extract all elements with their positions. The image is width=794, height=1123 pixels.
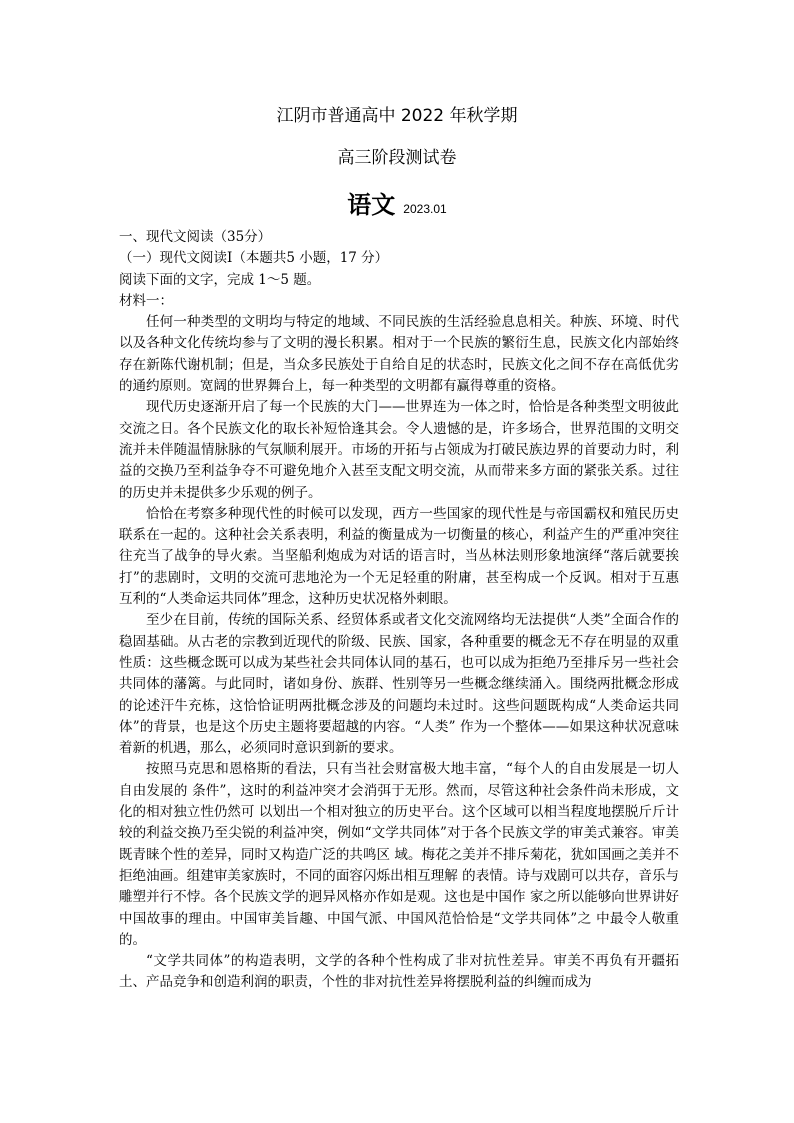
material-paragraph: 任何一种类型的文明均与特定的地域、不同民族的生活经验息息相关。种族、环境、时代以及各种文化传统均参与了文明的漫长积累。相对于一个民族的繁衍生息，民族文化内部始终存在新陈代谢机制；但是，当众多民族处于自给自足的状态时，民族文化之间不存在高低优劣的通约原则。宽阔的世界舞台上，每一种类型的文明都有赢得尊重的资格。 [119, 314, 679, 395]
reading-instruction: 阅读下面的文字，完成 1～5 题。 [119, 271, 321, 288]
exam-name-title: 高三阶段测试卷 [337, 148, 457, 168]
exam-school-title: 江阴市普通高中 2022 年秋学期 [276, 106, 518, 126]
material-paragraph: “文学共同体”的构造表明，文学的各种个性构成了非对抗性差异。审美不再负有开疆拓土、产品竞争和创造利润的职责，个性的非对抗性差异将摆脱利益的纠缠而成为 [119, 953, 679, 991]
exam-date: 2023.01 [403, 202, 447, 216]
material-paragraph: 现代历史逐渐开启了每一个民族的大门——世界连为一体之时，恰恰是各种类型文明彼此交流之日。各个民族文化的取长补短恰逢其会。令人遗憾的是，许多场合，世界范围的文明交流并未伴随温情脉脉的气氛顺利展开。市场的开拓与占领成为打破民族边界的首要动力时，利益的交换乃至利益争夺不可避免地介入甚至支配文明交流，从而带来多方面的紧张关系。过往的历史并未提供多少乐观的例子。 [119, 399, 679, 501]
material-paragraph: 至少在目前，传统的国际关系、经贸体系或者文化交流网络均无法提供“人类”全面合作的稳固基础。从古老的宗教到近现代的阶级、民族、国家，各种重要的概念无不存在明显的双重性质：这些概念既可以成为某些社会共同体认同的基石，也可以成为拒绝乃至排斥另一些社会共同体的藩篱。与此同时，诸如身份、族群、性别等另一些概念继续涌入。围绕两批概念形成的论述汗牛充栋，这恰恰证明两批概念涉及的问题均未过时。这些问题既构成“人类命运共同体”的背景，也是这个历史主题将要超越的内容。“人类” 作为一个整体——如果这种状况意味着新的机遇，那么，必须同时意识到新的要求。 [119, 612, 679, 757]
section-subheading: （一）现代文阅读Ⅰ（本题共5 小题，17 分） [119, 250, 389, 267]
material-label: 材料一： [119, 292, 173, 309]
material-paragraph: 恰恰在考察多种现代性的时候可以发现，西方一些国家的现代性是与帝国霸权和殖民历史联系在一起的。这种社会关系表明，利益的衡量成为一切衡量的核心，利益产生的严重冲突往往充当了战争的导火索。当坚船利炮成为对话的语言时，当丛林法则形象地演绎“落后就要挨打”的悲剧时，文明的交流可悲地沦为一个无足轻重的附庸，甚至构成一个反讽。相对于互惠互利的“人类命运共同体”理念，这种历史状况格外刺眼。 [119, 505, 679, 608]
subject-title [0, 188, 794, 226]
reading-section [119, 227, 679, 994]
material-paragraph: 按照马克思和恩格斯的看法，只有当社会财富极大地丰富，“每个人的自由发展是一切人自由发展的 条件”，这时的利益冲突才会消弭于无形。然而，尽管这种社会条件尚未形成，文化的相对独立性仍然可 以划出一个相对独立的历史平台。这个区域可以相当程度地摆脱斤斤计较的利益交换乃至尖锐的利益冲突，例如“文学共同体”对于各个民族文学的审美式兼容。审美既青睐个性的差异，同时又构造广泛的共鸣区 域。梅花之美并不排斥菊花，犹如国画之美并不拒绝油画。组建审美家族时，不同的面容闪烁出相互理解 的表情。诗与戏剧可以共存，音乐与雕塑并行不悖。各个民族文学的迥异风格亦作如是观。这也是中国作 家之所以能够向世界讲好中国故事的理由。中国审美旨趣、中国气派、中国风范恰恰是“文学共同体”之 中最令人敬重的。 [119, 761, 679, 948]
section-heading: 一、现代文阅读（35分） [119, 229, 272, 245]
subject-name: 语文 [347, 190, 396, 219]
